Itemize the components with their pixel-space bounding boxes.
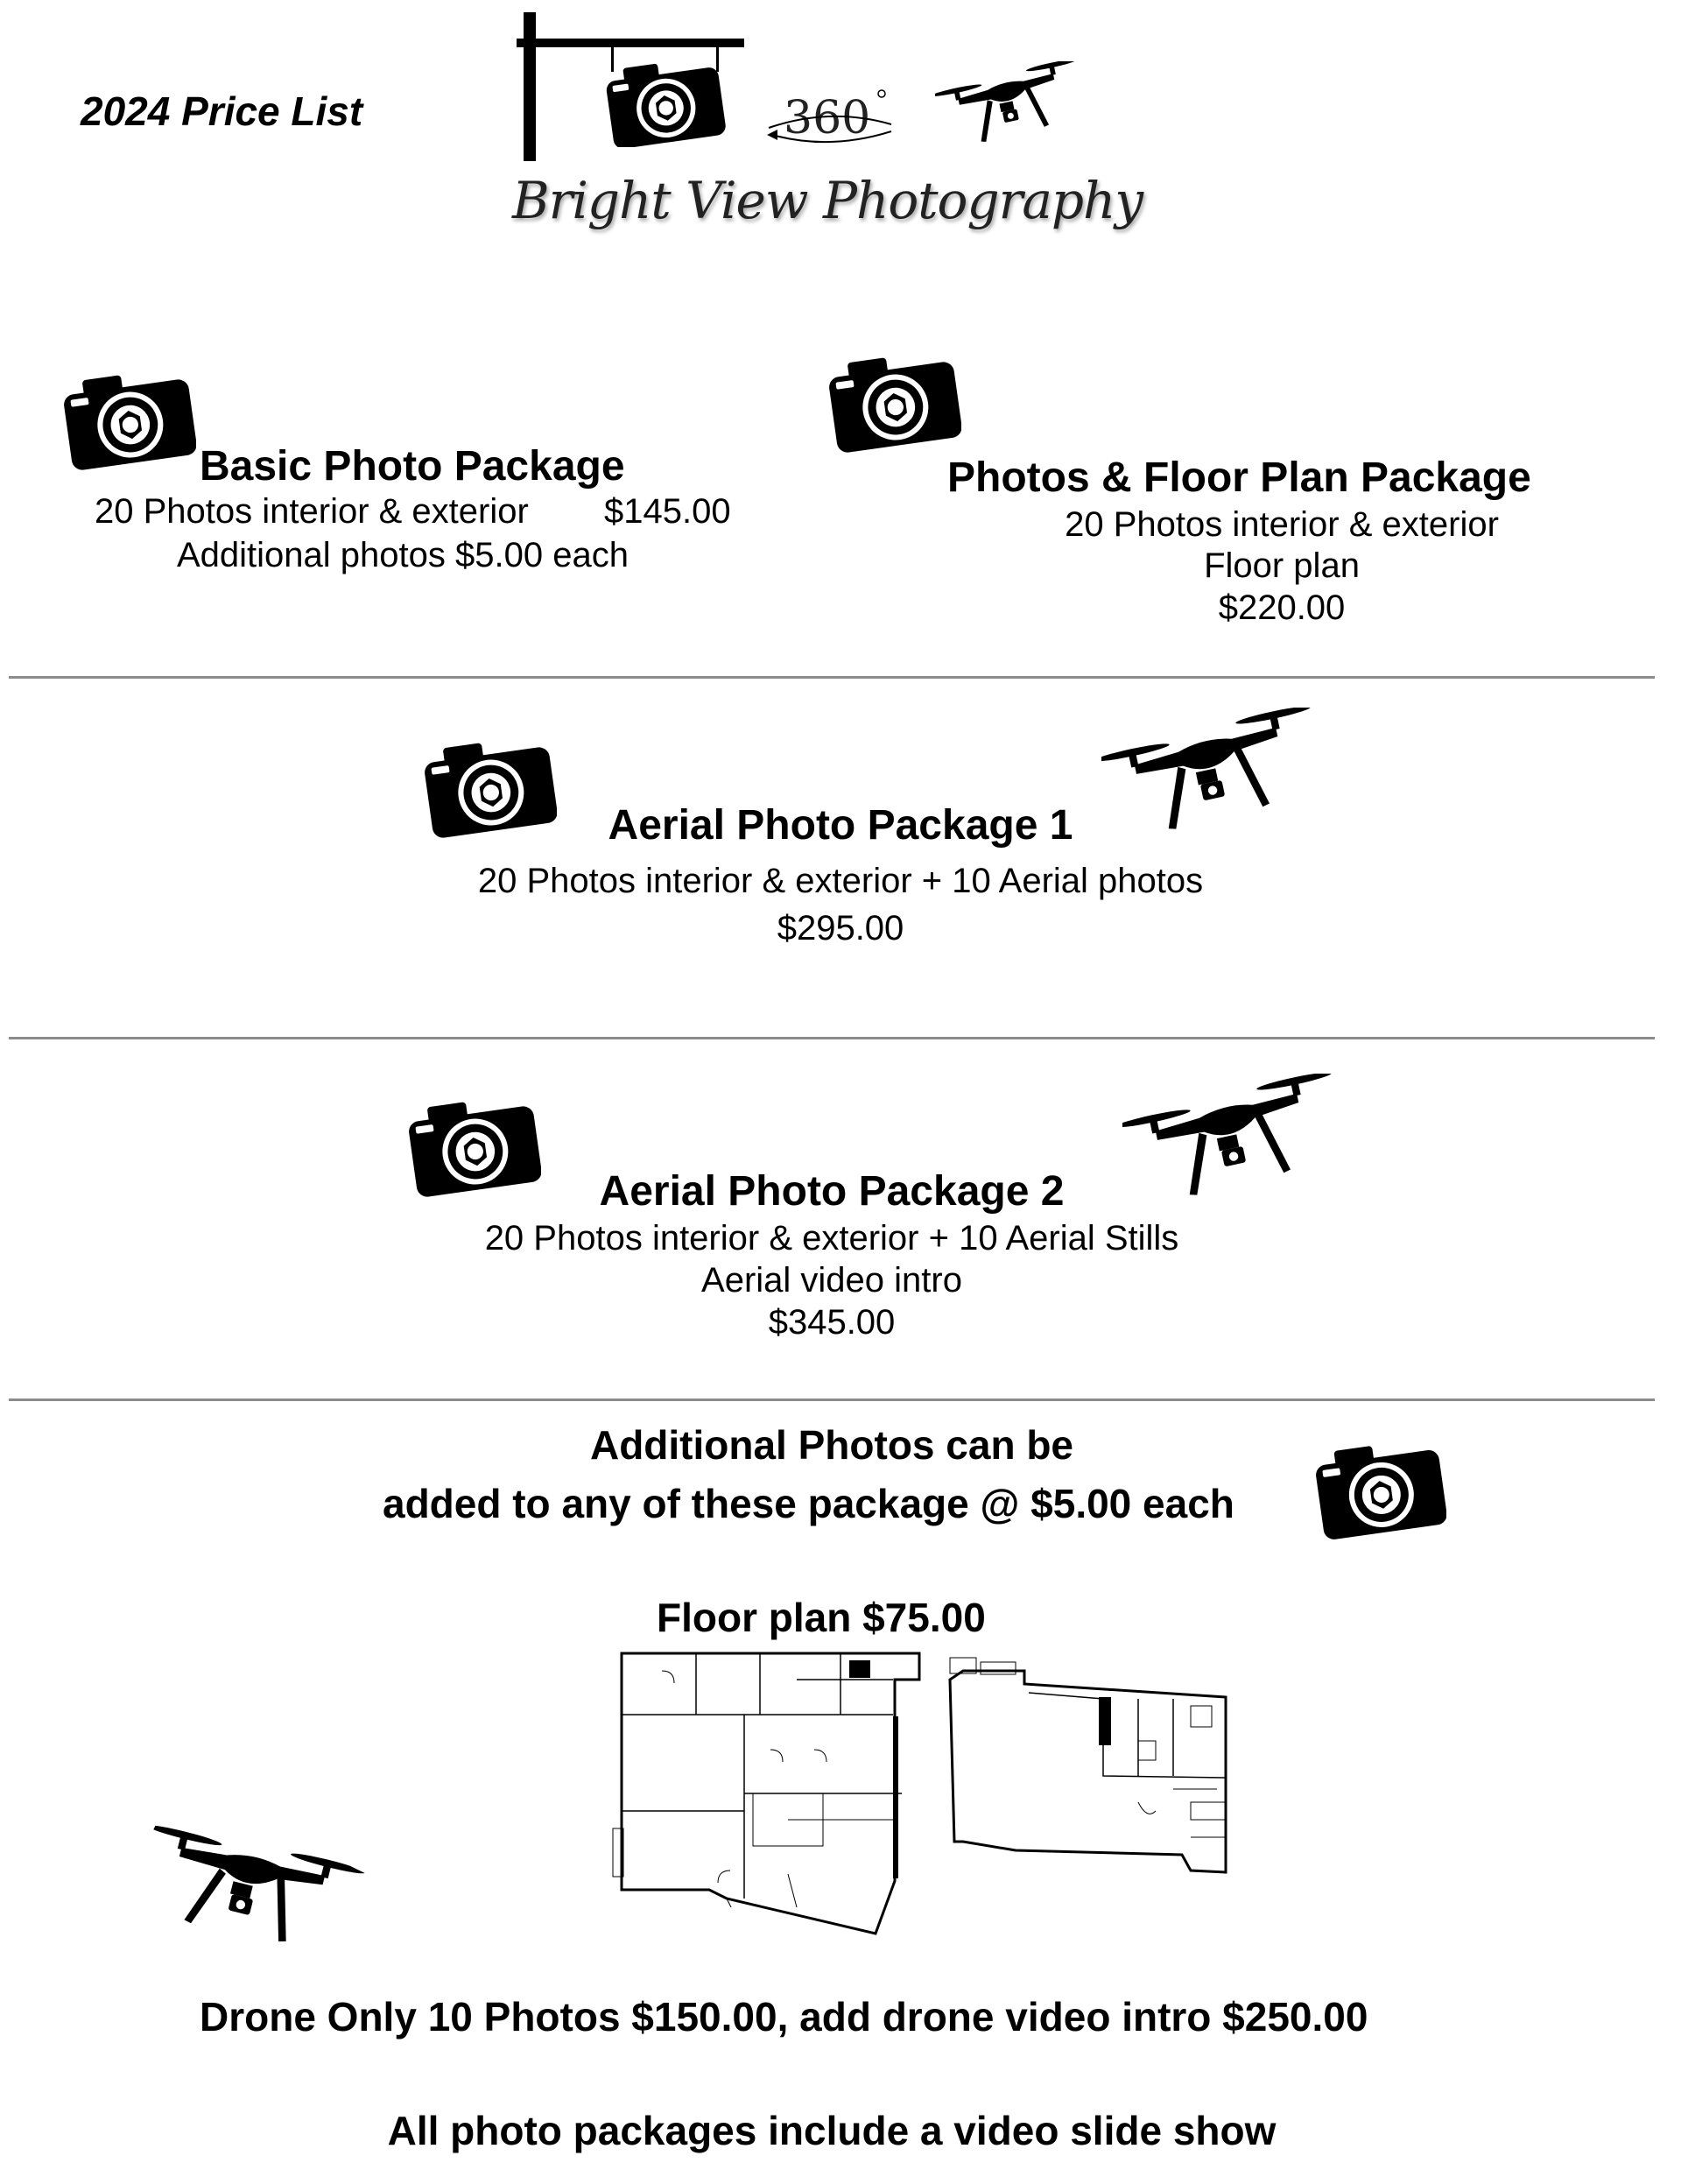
basic-package-description: 20 Photos interior & exterior [95,492,529,531]
floorplan-package-price: $220.00 [1218,588,1346,627]
rotate-360-icon [760,112,900,147]
price-list-title: 2024 Price List [81,88,363,134]
divider [9,1037,1655,1039]
divider [9,676,1655,679]
logo-360: 360 [784,92,871,144]
aerial2-package-title: Aerial Photo Package 2 [599,1168,1065,1215]
camera-icon [1315,1438,1446,1541]
camera-icon [63,368,196,471]
basic-package-price: $145.00 [604,492,731,531]
camera-icon [604,60,727,147]
floorplan-package-floor-plan: Floor plan [1204,546,1360,585]
brand-name: Bright View Photography [512,171,1143,230]
drone-icon [131,1821,350,1979]
degree-icon [876,88,888,100]
aerial2-package-description: 20 Photos interior & exterior + 10 Aerial Stills [484,1219,1179,1258]
floorplan-package-description: 20 Photos interior & exterior [1065,505,1499,544]
floorplan-package-title: Photos & Floor Plan Package [947,454,1531,501]
floor-plan-label: Floor plan $75.00 [657,1595,986,1640]
camera-icon [828,350,961,454]
aerial1-package-price: $295.00 [777,909,904,948]
slide-show-note: All photo packages include a video slide show [387,2108,1277,2153]
divider [9,1398,1655,1401]
aerial2-package-video: Aerial video intro [701,1261,962,1300]
aerial1-package-description: 20 Photos interior & exterior + 10 Aerial photos [477,862,1204,900]
basic-package-title: Basic Photo Package [200,443,625,490]
drone-only-offer: Drone Only 10 Photos $150.00, add drone video intro $250.00 [200,1994,1368,2040]
aerial2-package-price: $345.00 [768,1303,896,1342]
drone-icon [935,61,1084,153]
additional-photos-line2: added to any of these package @ $5.00 each [383,1481,1234,1526]
additional-photos-line1: Additional Photos can be [589,1422,1074,1468]
basic-package-additional: Additional photos $5.00 each [177,536,629,574]
aerial1-package-title: Aerial Photo Package 1 [608,802,1073,849]
floor-plan-image [613,1645,1243,1942]
